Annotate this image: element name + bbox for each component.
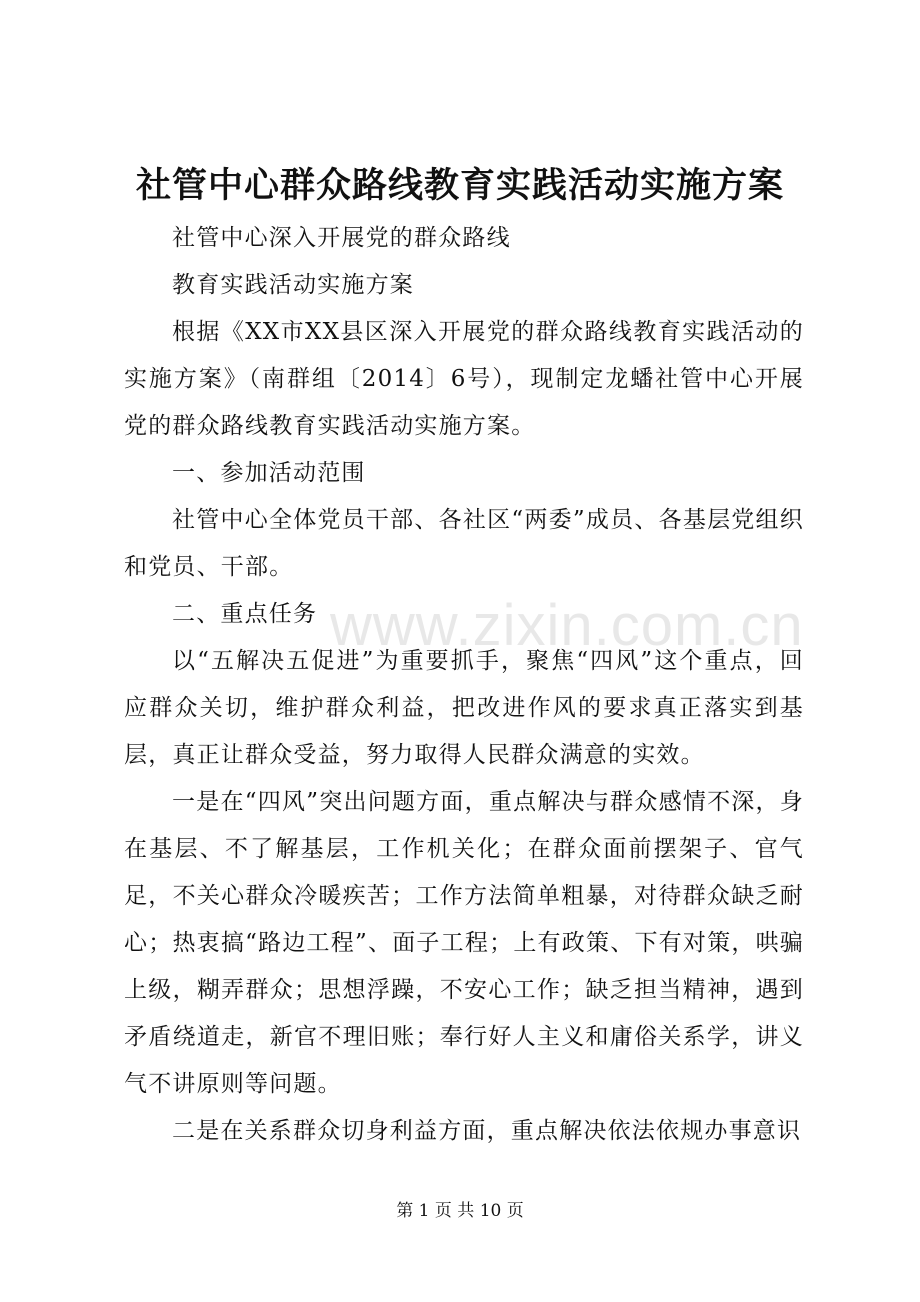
page-number-label: 第 1 页 共 10 页 bbox=[396, 1201, 524, 1221]
paragraph: 社管中心全体党员干部、各社区“两委”成员、各基层党组织和党员、干部。 bbox=[124, 507, 804, 580]
page-footer bbox=[0, 1198, 920, 1224]
document-title: 社管中心群众路线教育实践活动实施方案 bbox=[135, 165, 784, 206]
paragraph: 以“五解决五促进”为重要抓手，聚焦“四风”这个重点，回应群众关切，维护群众利益，把改进作风的要求真正落实到基层，真正让群众受益，努力取得人民群众满意的实效。 bbox=[124, 648, 804, 768]
watermark-text: www.zixin.com.cn bbox=[330, 593, 804, 658]
document-body bbox=[124, 215, 804, 1155]
paragraph: 社管中心深入开展党的群众路线 bbox=[172, 225, 511, 251]
paragraph: 一是在“四风”突出问题方面，重点解决与群众感情不深，身在基层、不了解基层，工作机关化；在群众面前摆架子、官气足，不关心群众冷暖疾苦；工作方法简单粗暴，对待群众缺乏耐心；热衷搞“路边工程”、面子工程；上有政策、下有对策，哄骗上级，糊弄群众；思想浮躁，不安心工作；缺乏担当精神，遇到矛盾绕道走，新官不理旧账；奉行好人主义和庸俗关系学，讲义气不讲原则等问题。 bbox=[124, 789, 804, 1097]
section-heading: 一、参加活动范围 bbox=[172, 460, 366, 486]
section-heading: 二、重点任务 bbox=[172, 601, 318, 627]
paragraph: 二是在关系群众切身利益方面，重点解决依法依规办事意识 bbox=[172, 1118, 802, 1144]
paragraph: 教育实践活动实施方案 bbox=[172, 272, 414, 298]
paragraph: 根据《XX市XX县区深入开展党的群众路线教育实践活动的实施方案》（南群组〔2014〕6号），现制定龙蟠社管中心开展党的群众路线教育实践活动实施方案。 bbox=[124, 319, 804, 439]
